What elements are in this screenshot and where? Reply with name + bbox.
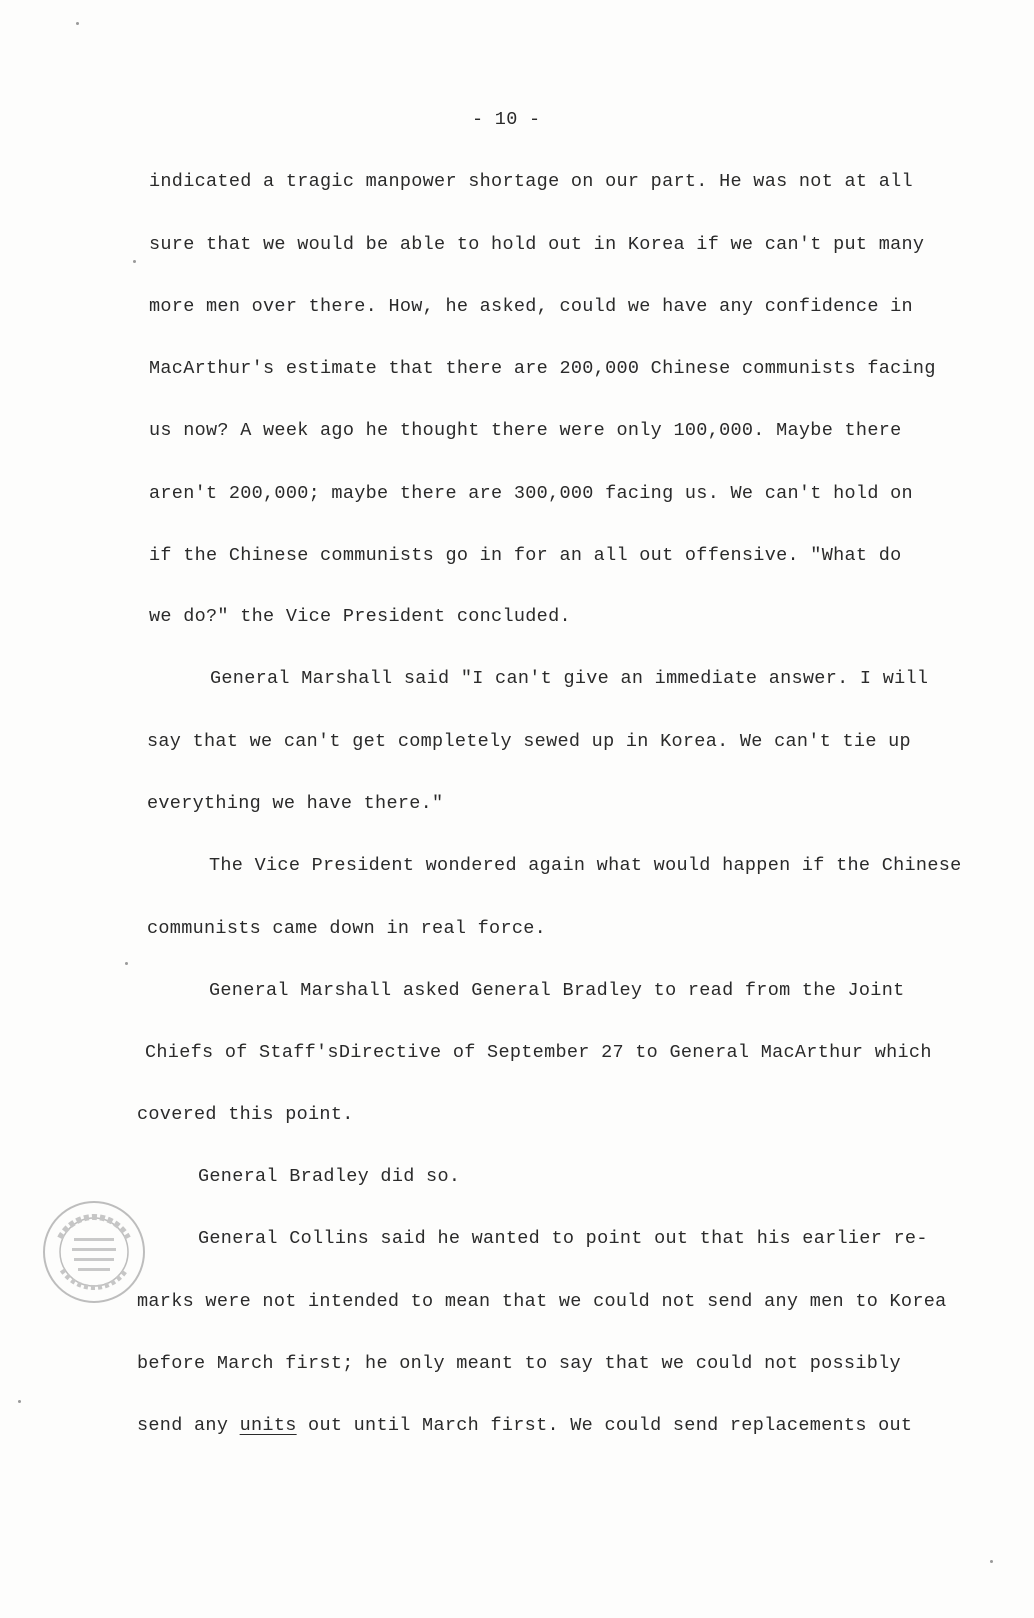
text-run: out until March first. We could send replacements out — [296, 1415, 913, 1436]
text-line: MacArthur's estimate that there are 200,000 Chinese communists facing — [149, 358, 936, 379]
paper-speck — [76, 22, 79, 25]
text-line: say that we can't get completely sewed up in Korea. We can't tie up — [147, 731, 911, 752]
text-line: if the Chinese communists go in for an all out offensive. "What do — [149, 545, 902, 566]
paper-speck — [990, 1560, 993, 1563]
text-line: more men over there. How, he asked, could we have any confidence in — [149, 296, 913, 317]
archive-seal-icon — [40, 1198, 148, 1306]
text-line: aren't 200,000; maybe there are 300,000 facing us. We can't hold on — [149, 483, 913, 504]
page-number: - 10 - — [472, 109, 541, 130]
text-line: covered this point. — [137, 1104, 354, 1125]
text-line-last — [137, 1415, 912, 1437]
text-line: Chiefs of Staff'sDirective of September 27 to General MacArthur which — [145, 1042, 932, 1063]
text-line: General Marshall said "I can't give an immediate answer. I will — [210, 668, 929, 689]
paper-speck — [125, 962, 128, 965]
text-line: General Collins said he wanted to point out that his earlier re- — [198, 1228, 928, 1249]
text-line: before March first; he only meant to say that we could not possibly — [137, 1353, 901, 1374]
text-line: everything we have there." — [147, 793, 444, 814]
text-line: marks were not intended to mean that we could not send any men to Korea — [137, 1291, 947, 1312]
text-line: communists came down in real force. — [147, 918, 547, 939]
text-line: us now? A week ago he thought there were only 100,000. Maybe there — [149, 420, 902, 441]
text-run: send any — [137, 1415, 240, 1436]
text-line: indicated a tragic manpower shortage on our part. He was not at all — [149, 171, 913, 192]
text-line: sure that we would be able to hold out in Korea if we can't put many — [149, 234, 925, 255]
text-line: we do?" the Vice President concluded. — [149, 606, 571, 627]
underlined-word: units — [239, 1415, 297, 1436]
paper-speck — [133, 260, 136, 263]
text-line: The Vice President wondered again what would happen if the Chinese — [209, 855, 962, 876]
text-line: General Bradley did so. — [198, 1166, 461, 1187]
text-line: General Marshall asked General Bradley to read from the Joint — [209, 980, 905, 1001]
paper-speck — [18, 1400, 21, 1403]
